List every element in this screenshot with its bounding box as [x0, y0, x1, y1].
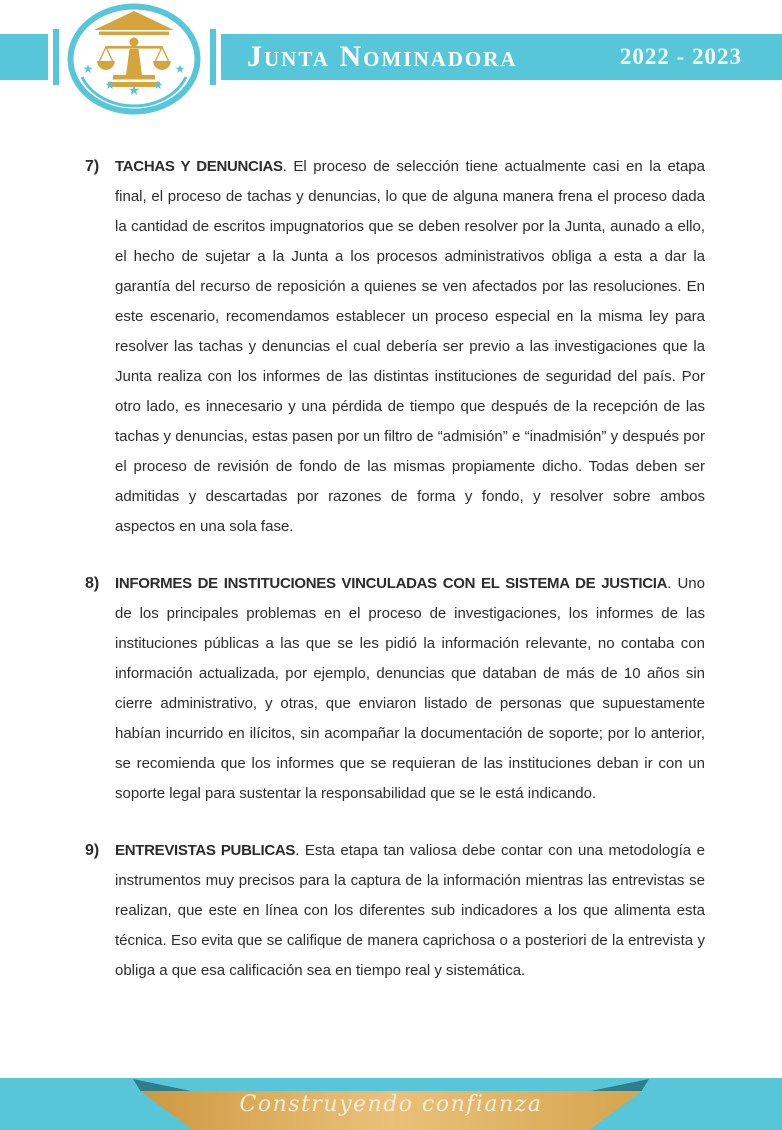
item-paragraph	[115, 836, 705, 986]
document-body	[85, 152, 705, 986]
list-item-8	[85, 569, 705, 809]
item-body-text: . Esta etapa tan valiosa debe contar con una metodología e instrumentos muy precisos para la captura de la información mientras las entrevistas se realizan, que este en línea con los diferentes sub indicadores a los que alimenta esta técnica. Eso evita que se califique de manera caprichosa o a posteriori de la entrevista y obliga a que esa calificación sea en tiempo real y sistemática.	[115, 842, 705, 979]
footer-banner	[0, 1078, 782, 1130]
star-icon: ★	[127, 83, 141, 99]
junta-nominadora-logo	[66, 3, 202, 115]
item-paragraph	[115, 152, 705, 542]
star-icon: ★	[152, 78, 164, 92]
header-title-band	[221, 34, 782, 80]
justice-scales-emblem-icon	[66, 3, 202, 115]
org-title: Junta Nominadora	[247, 40, 518, 73]
item-heading: INFORMES DE INSTITUCIONES VINCULADAS CON EL SISTEMA DE JUSTICIA	[115, 575, 668, 592]
term-period: 2022 - 2023	[619, 44, 742, 69]
footer-slogan: Construyendo confianza	[239, 1092, 543, 1117]
item-body-text: . Uno de los principales problemas en el proceso de investigaciones, los informes de las instituciones públicas a las que se les pidió la información relevante, no contaba con información actualizada, por ejemplo, denuncias que databan de más de 10 años sin cierre administrativo, y otras, que enviaron listado de personas que supuestamente habían incurrido en ilícitos, sin acompañar la documentación de soporte; por lo anterior, se recomienda que los informes que se requieran de las instituciones deban ir con un soporte legal para sustentar la responsabilidad que se le está indicando.	[115, 575, 705, 802]
item-body-text: . El proceso de selección tiene actualmente casi en la etapa final, el proceso de tachas y denuncias, lo que de alguna manera frena el proceso dada la cantidad de escritos impugnatorios que se deben resolver por la Junta, aunado a ello, el hecho de sujetar a la Junta a los procesos administrativos obliga a esta a dar la garantía del recurso de reposición a quienes se ven afectados por las resoluciones. En este escenario, recomendamos establecer un proceso especial en la misma ley para resolver las tachas y denuncias el cual debería ser previo a las investigaciones que la Junta realiza con los informes de las distintas instituciones de seguridad del país. Por otro lado, es innecesario y una pérdida de tiempo que después de la recepción de las tachas y denuncias, estas pasen por un filtro de “admisión” e “inadmisión” y después por el proceso de revisión de fondo de las mismas propiamente dicho. Todas deben ser admitidas y descartadas por razones de forma y fondo, y resolver sobre ambos aspectos en una sola fase.	[115, 158, 705, 535]
star-icon: ★	[104, 78, 116, 92]
header-left-strip	[0, 34, 48, 80]
item-paragraph	[115, 569, 705, 809]
item-heading: TACHAS Y DENUNCIAS	[115, 158, 283, 175]
item-number: 9)	[85, 842, 100, 859]
list-item-7	[85, 152, 705, 542]
list-item-9	[85, 836, 705, 986]
item-heading: ENTREVISTAS PUBLICAS	[115, 842, 296, 859]
header-divider-right	[210, 29, 216, 85]
item-number: 8)	[85, 575, 100, 592]
star-icon: ★	[174, 62, 186, 76]
star-icon: ★	[82, 62, 94, 76]
header-divider-left	[53, 29, 59, 85]
item-number: 7)	[85, 158, 100, 175]
